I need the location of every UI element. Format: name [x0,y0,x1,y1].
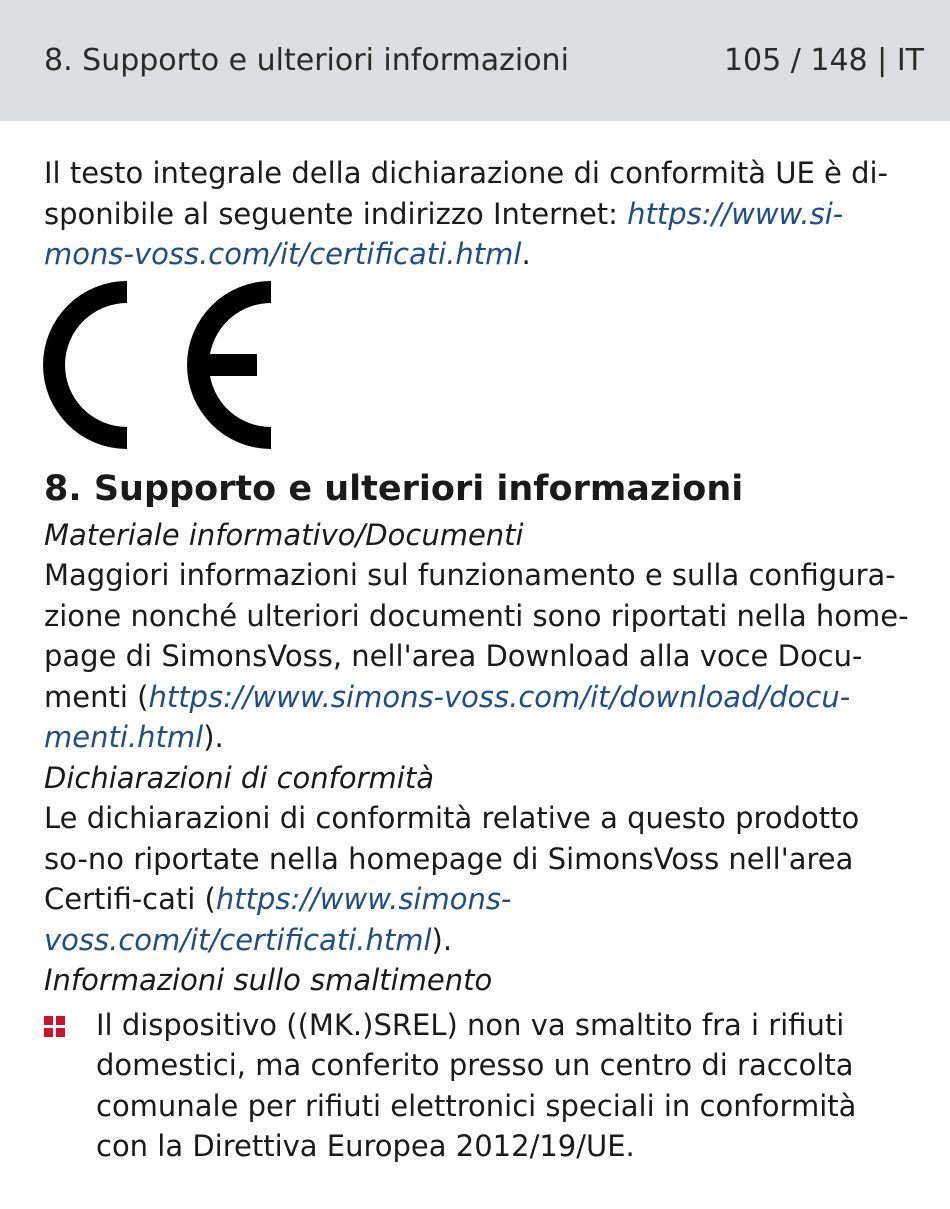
disposal-subheading: Informazioni sullo smaltimento [44,963,493,997]
certificates-link-2[interactable]: https://www.simons-voss.com/it/certificati.html [44,882,512,957]
header-section-title: 8. Supporto e ulteriori informazioni [44,43,569,78]
page-header [0,0,950,121]
intro-text: Il testo integrale della dichiarazione di conformità UE è di-sponibile al seguente indirizzo Internet: [44,156,889,231]
conformity-intro: Il testo integrale della dichiarazione di conformità UE è di-sponibile al seguente indirizzo Internet: https://www.si-mons-voss.com/it/certificati.html. [44,156,889,271]
conformity-paragraph: Le dichiarazioni di conformità relative a questo prodotto so-no riportate nella homepage di SimonsVoss nell'area Certifi-cati (https://www.simons-voss.com/it/certificati.html). [44,801,860,957]
ce-mark-icon [41,281,277,449]
page-number: 105 / 148 | IT [723,43,924,78]
docs-subheading: Materiale informativo/Documenti [44,517,524,552]
section-heading: 8. Supporto e ulteriori informazioni [44,468,744,509]
disposal-text: Il dispositivo ((MK.)SREL) non va smaltito fra i rifiuti domestici, ma conferito presso un centro di raccolta comunale per rifiuti elettronici speciali in conformità con la Direttiva Europea 2012/19/UE. [96,1007,857,1163]
docs-paragraph: Maggiori informazioni sul funzionamento e sulla configura-zione nonché ulteriori documenti sono riportati nella home-page di SimonsVoss, nell'area Download alla voce Docu-menti (https://www.simons-voss.com/it/download/docu-menti.html). [44,558,909,754]
conformity-subheading: Dichiarazioni di conformità [44,760,434,795]
bullet-grid-icon [44,1005,96,1167]
list-item [44,1005,910,1167]
page-content [0,121,950,1167]
certificates-link[interactable]: https://www.si-mons-voss.com/it/certificati.html [44,196,844,271]
download-documents-link[interactable]: https://www.simons-voss.com/it/download/docu-menti.html [44,679,851,754]
